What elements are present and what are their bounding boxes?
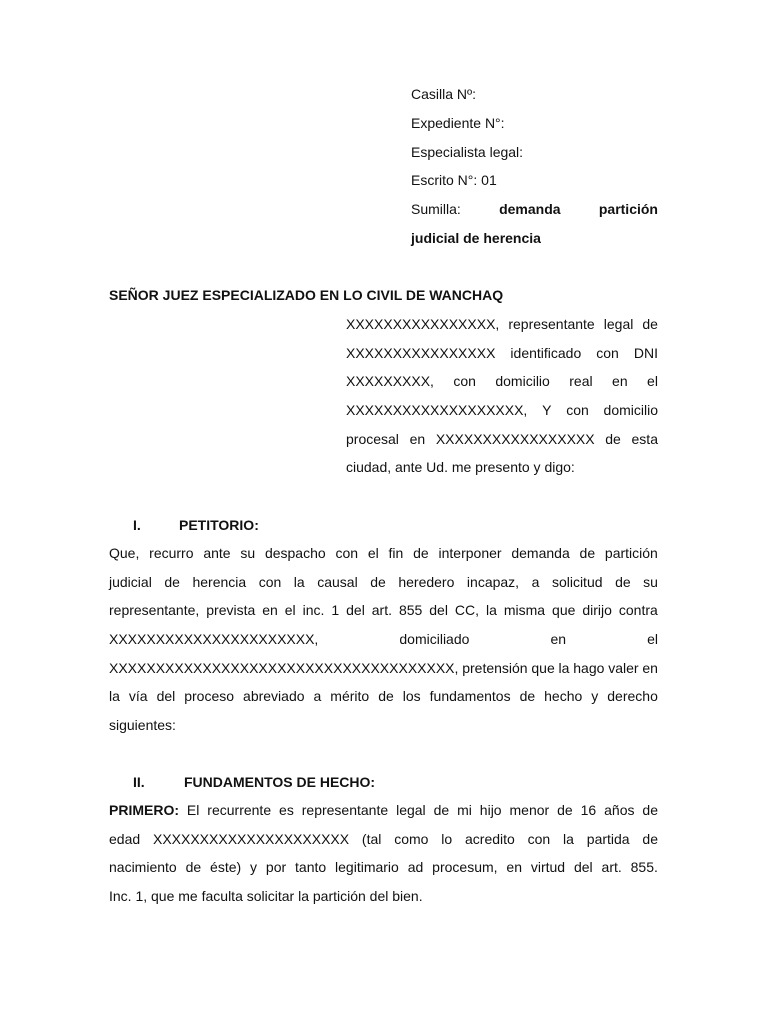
word: a <box>313 688 322 704</box>
section-2-number: II. <box>133 774 145 790</box>
word: con <box>527 831 551 847</box>
fundamentos-line <box>109 858 658 876</box>
word: vía <box>128 688 148 704</box>
word: domicilio <box>603 402 658 418</box>
word: el <box>367 545 379 561</box>
word: procesum, <box>432 859 498 875</box>
word: XXXXXXXXXXXXXXXXXXXXXX, <box>109 631 319 647</box>
word: en <box>506 859 522 875</box>
word: herencia <box>192 574 247 590</box>
word: y <box>250 859 258 875</box>
word: de <box>370 574 386 590</box>
fundamentos-line: Inc. 1, que me faculta solicitar la partición del bien. <box>109 888 423 904</box>
word: en <box>409 431 426 447</box>
sumilla-label: Sumilla: <box>411 201 461 217</box>
word: causal <box>317 574 358 590</box>
word: virtud <box>530 859 566 875</box>
word: Que, <box>109 545 140 561</box>
word: prevista <box>206 602 256 618</box>
word: del <box>156 688 176 704</box>
sumilla-line-2: judicial de herencia <box>411 230 541 246</box>
petitorio-line <box>109 659 658 677</box>
word: por <box>265 859 287 875</box>
word: del <box>429 602 448 618</box>
word: con <box>335 545 359 561</box>
word: los <box>402 688 421 704</box>
word: mi <box>457 802 472 818</box>
word: XXXXXXXXXXXXXXXXXXXXXXXXXXXXXXXXXXXXX, <box>109 660 459 676</box>
word: 16 <box>580 802 597 818</box>
word: (tal <box>361 831 382 847</box>
word: de <box>413 545 429 561</box>
word: de <box>605 431 621 447</box>
expediente-label: Expediente N°: <box>411 115 505 131</box>
word: su <box>240 545 256 561</box>
word: derecho <box>607 688 658 704</box>
petitorio-line <box>109 687 658 705</box>
word: domicilio <box>495 373 550 389</box>
word: la <box>563 831 574 847</box>
word: representante <box>301 802 389 818</box>
word: fin <box>388 545 404 561</box>
petitorio-line <box>109 601 658 619</box>
word: XXXXXXXXXXXXXXXXX <box>435 431 595 447</box>
word: XXXXXXXXXXXXXXXXXXX, <box>346 402 528 418</box>
word: interponer <box>438 545 502 561</box>
word: años <box>604 802 635 818</box>
petitorio-line: siguientes: <box>109 717 176 733</box>
word: en <box>612 373 628 389</box>
word: real <box>569 373 593 389</box>
word: recurro <box>149 545 194 561</box>
word: representante, <box>109 602 200 618</box>
word: con <box>566 402 589 418</box>
word: incapaz, <box>466 574 520 590</box>
addressee-heading: SEÑOR JUEZ ESPECIALIZADO EN LO CIVIL DE WANCHAQ <box>109 287 504 303</box>
intro-line <box>346 430 658 448</box>
word: edad <box>109 831 141 847</box>
word: hago <box>573 660 605 676</box>
word: la <box>485 602 497 618</box>
word: su <box>643 574 658 590</box>
word: mérito <box>330 688 370 704</box>
word: domiciliado <box>399 631 470 647</box>
word: con <box>453 373 476 389</box>
word: del <box>346 602 365 618</box>
word: 855. <box>630 859 658 875</box>
word: legal <box>396 802 426 818</box>
word: nacimiento <box>109 859 177 875</box>
sumilla-word-1: demanda <box>499 201 561 217</box>
escrito-label: Escrito N°: 01 <box>411 172 497 188</box>
word: DNI <box>633 345 658 361</box>
word: en <box>642 660 658 676</box>
word: la <box>558 660 570 676</box>
word: 1 <box>331 602 340 618</box>
word: demanda <box>511 545 570 561</box>
word: fundamentos <box>429 688 511 704</box>
word: esta <box>631 431 658 447</box>
word: que <box>531 660 555 676</box>
intro-line <box>346 315 658 333</box>
word: en <box>262 602 278 618</box>
word: de <box>642 316 658 332</box>
word: partida <box>586 831 630 847</box>
section-1-number: I. <box>133 517 141 533</box>
word: con <box>596 345 619 361</box>
intro-line: ciudad, ante Ud. me presento y digo: <box>346 459 575 475</box>
word: la <box>293 574 305 590</box>
word: lo <box>441 831 453 847</box>
sumilla-word-2: partición <box>598 201 658 217</box>
word: ad <box>407 859 424 875</box>
word: el <box>647 631 658 647</box>
word: menor <box>509 802 550 818</box>
word: solicitud <box>551 574 603 590</box>
word: partición <box>604 545 658 561</box>
word: como <box>394 831 429 847</box>
word: identificado <box>510 345 582 361</box>
word: inc. <box>302 602 325 618</box>
word: de <box>519 688 536 704</box>
word: ante <box>203 545 231 561</box>
word: pretensión <box>462 660 528 676</box>
word: de <box>164 574 180 590</box>
word: y <box>591 688 599 704</box>
word: con <box>258 574 282 590</box>
word: heredero <box>398 574 455 590</box>
word: Y <box>542 402 552 418</box>
word: hijo <box>479 802 502 818</box>
primero-line <box>109 801 658 819</box>
word: legal <box>603 316 634 332</box>
word: del <box>573 859 593 875</box>
word: XXXXXXXXX, <box>346 373 434 389</box>
word: que <box>552 602 576 618</box>
word: éste) <box>210 859 242 875</box>
word: XXXXXXXXXXXXXXXX, <box>346 316 500 332</box>
petitorio-line <box>109 573 658 591</box>
word: de <box>185 859 202 875</box>
word: de <box>378 688 394 704</box>
word: art. <box>371 602 392 618</box>
word: tanto <box>295 859 327 875</box>
word: de <box>579 545 596 561</box>
section-2-title: FUNDAMENTOS DE HECHO: <box>184 774 376 790</box>
word: representante <box>508 316 595 332</box>
petitorio-line <box>109 544 658 562</box>
word: la <box>109 688 120 704</box>
word: hecho <box>544 688 583 704</box>
word: de <box>557 802 573 818</box>
primero-label: PRIMERO: <box>109 802 179 818</box>
word: art. <box>601 859 622 875</box>
word: de <box>642 831 658 847</box>
fundamentos-line <box>109 830 658 848</box>
word: acredito <box>465 831 515 847</box>
word: XXXXXXXXXXXXXXXXXXXXX <box>152 831 350 847</box>
word: abreviado <box>243 688 305 704</box>
word: El <box>186 802 200 818</box>
word: recurrente <box>207 802 272 818</box>
word: de <box>615 574 631 590</box>
word: procesal <box>346 431 399 447</box>
intro-line <box>346 344 658 362</box>
word: el <box>647 373 658 389</box>
section-1-title: PETITORIO: <box>179 517 259 533</box>
word: legitimario <box>335 859 399 875</box>
word: en <box>550 631 567 647</box>
word: CC, <box>454 602 480 618</box>
petitorio-line <box>109 630 658 648</box>
casilla-label: Casilla Nº: <box>411 86 477 102</box>
word: el <box>284 602 296 618</box>
word: a <box>531 574 540 590</box>
word: dirijo <box>582 602 612 618</box>
sumilla-line <box>411 200 658 218</box>
word: misma <box>503 602 546 618</box>
word: valer <box>608 660 639 676</box>
word: contra <box>618 602 658 618</box>
word: despacho <box>264 545 326 561</box>
word: de <box>433 802 450 818</box>
especialista-label: Especialista legal: <box>411 144 524 160</box>
word: 855 <box>398 602 423 618</box>
word: XXXXXXXXXXXXXXXX <box>346 345 496 361</box>
word: de <box>642 802 658 818</box>
word: judicial <box>109 574 152 590</box>
intro-line <box>346 372 658 390</box>
intro-line <box>346 401 658 419</box>
word: proceso <box>184 688 235 704</box>
word: es <box>279 802 294 818</box>
